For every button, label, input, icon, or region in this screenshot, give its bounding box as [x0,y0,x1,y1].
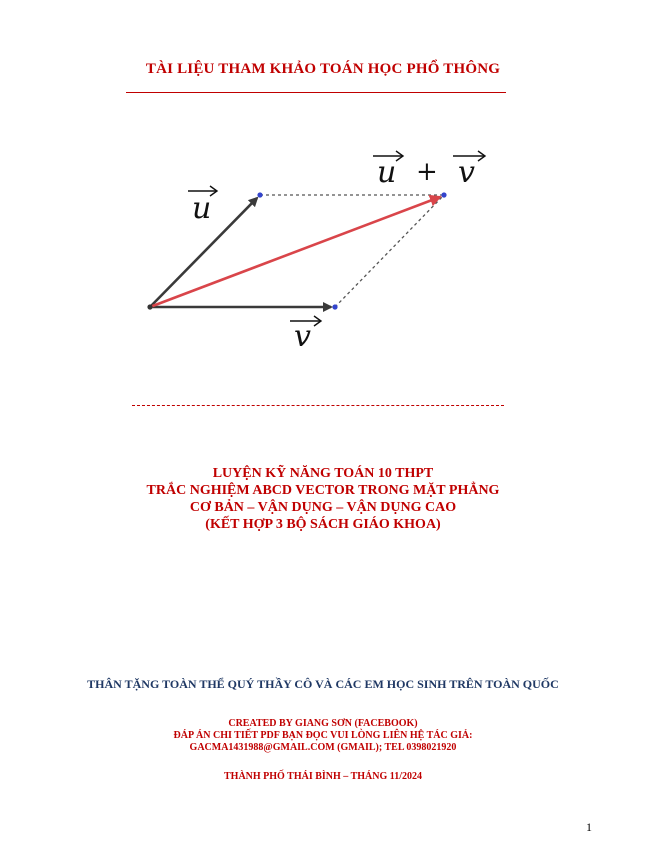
label-v: v [294,319,311,354]
title-block [0,465,646,533]
point-u-end [257,192,262,197]
label-u: u [192,191,212,226]
title-line-2: TRẮC NGHIỆM ABCD VECTOR TRONG MẶT PHẲNG [146,483,500,498]
credits-line-3: GACMA1431988@GMAIL.COM (GMAIL); TEL 0398021920 [189,742,457,753]
credits [0,718,646,754]
location-date: THÀNH PHỐ THÁI BÌNH – THÁNG 11/2024 [224,771,422,782]
label-sum-v: v [458,155,475,190]
title-line-1: LUYỆN KỸ NĂNG TOÁN 10 THPT [212,466,434,481]
dashed-separator [132,405,504,406]
title-line-3: CƠ BẢN – VẬN DỤNG – VẬN DỤNG CAO [189,500,457,515]
point-v-end [332,304,337,309]
origin-point [147,304,152,309]
credits-line-2: ĐÁP ÁN CHI TIẾT PDF BẠN ĐỌC VUI LÒNG LIÊN HỆ TÁC GIẢ: [173,730,473,741]
vector-addition-figure [130,140,500,360]
header-rule [126,92,506,93]
point-sum-end [441,192,446,197]
dashed-right-edge [335,195,444,307]
header-title: TÀI LIỆU THAM KHẢO TOÁN HỌC PHỔ THÔNG [145,61,501,77]
label-plus: + [416,157,438,187]
page-number: 1 [586,820,592,834]
credits-line-1: CREATED BY GIANG SƠN (FACEBOOK) [228,718,418,729]
label-sum-u: u [377,155,397,190]
dedication: THÂN TẶNG TOÀN THỂ QUÝ THẦY CÔ VÀ CÁC EM HỌC SINH TRÊN TOÀN QUỐC [87,677,559,691]
title-line-4: (KẾT HỢP 3 BỘ SÁCH GIÁO KHOA) [205,517,441,532]
